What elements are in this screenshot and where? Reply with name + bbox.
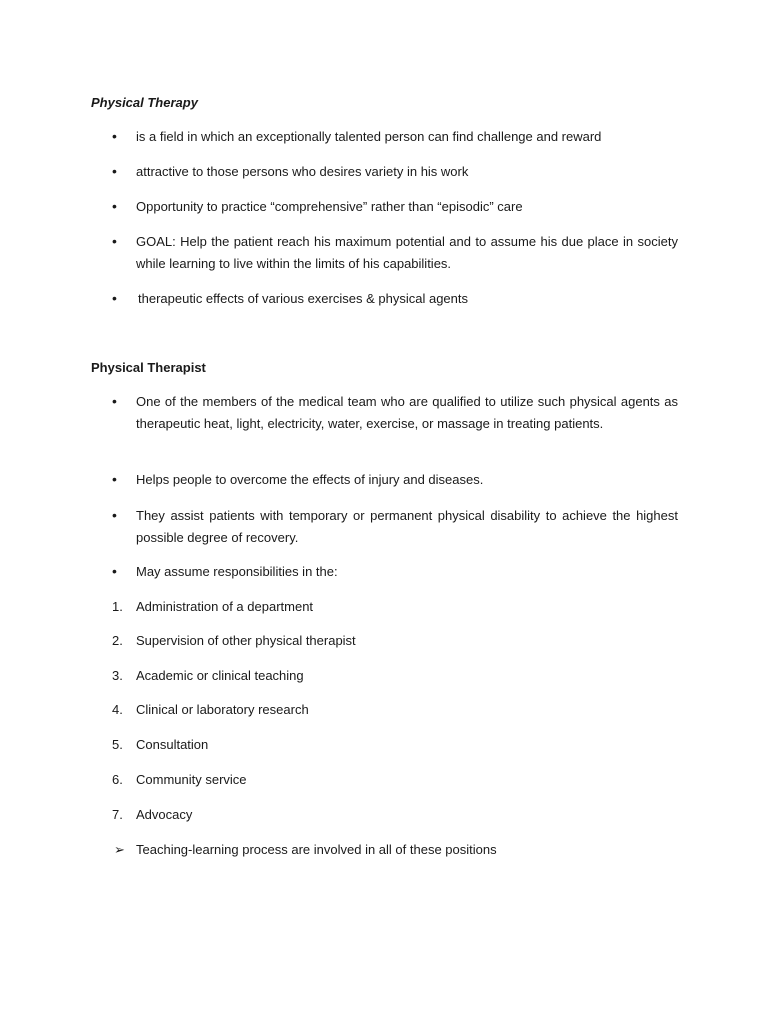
numbered-item bbox=[108, 804, 678, 826]
list-item bbox=[108, 196, 678, 218]
list-item-text: One of the members of the medical team who are qualified to utilize such physical agents as therapeutic heat, light, electricity, water, exercise, or massage in treating patients. bbox=[136, 394, 678, 431]
bullet-icon: • bbox=[112, 198, 117, 214]
bullet-icon: • bbox=[112, 233, 117, 249]
bullet-icon: • bbox=[112, 290, 117, 306]
list-item-text: May assume responsibilities in the: bbox=[136, 564, 338, 579]
numbered-item bbox=[108, 769, 678, 791]
list-number: 1. bbox=[112, 599, 123, 614]
list-number: 6. bbox=[112, 772, 123, 787]
numbered-item-text: Academic or clinical teaching bbox=[136, 668, 304, 683]
arrow-note bbox=[108, 839, 678, 861]
list-item bbox=[108, 231, 678, 274]
list-item-text: is a field in which an exceptionally talented person can find challenge and reward bbox=[136, 129, 602, 144]
list-item-text: Opportunity to practice “comprehensive” rather than “episodic” care bbox=[136, 199, 523, 214]
list-item bbox=[108, 505, 678, 548]
list-number: 2. bbox=[112, 633, 123, 648]
list-item bbox=[108, 161, 678, 183]
list-item-text: They assist patients with temporary or permanent physical disability to achieve the highest possible degree of recovery. bbox=[136, 508, 678, 545]
bullet-icon: • bbox=[112, 393, 117, 409]
numbered-item bbox=[108, 630, 678, 652]
numbered-item-text: Consultation bbox=[136, 737, 209, 752]
list-item bbox=[108, 126, 678, 148]
section-heading-physical-therapy: Physical Therapy bbox=[91, 95, 198, 110]
bullet-icon: • bbox=[112, 128, 117, 144]
numbered-item bbox=[108, 734, 678, 756]
list-number: 3. bbox=[112, 668, 123, 683]
numbered-item bbox=[108, 596, 678, 618]
numbered-item-text: Clinical or laboratory research bbox=[136, 702, 309, 717]
arrow-note-text: Teaching-learning process are involved in all of these positions bbox=[136, 842, 497, 857]
numbered-item-text: Advocacy bbox=[136, 807, 193, 822]
bullet-icon: • bbox=[112, 163, 117, 179]
list-item-text: GOAL: Help the patient reach his maximum potential and to assume his due place in society while learning to live within the limits of his capabilities. bbox=[136, 234, 678, 271]
list-item bbox=[108, 288, 678, 310]
numbered-item bbox=[108, 665, 678, 687]
bullet-icon: • bbox=[112, 471, 117, 487]
list-number: 5. bbox=[112, 737, 123, 752]
list-number: 4. bbox=[112, 702, 123, 717]
numbered-item-text: Community service bbox=[136, 772, 247, 787]
arrow-bullet-icon: ➢ bbox=[114, 842, 125, 857]
list-item bbox=[108, 391, 678, 434]
bullet-icon: • bbox=[112, 563, 117, 579]
list-item-text: attractive to those persons who desires variety in his work bbox=[136, 164, 469, 179]
list-item bbox=[108, 469, 678, 491]
list-item-text: Helps people to overcome the effects of injury and diseases. bbox=[136, 472, 484, 487]
list-item bbox=[108, 561, 678, 583]
numbered-item-text: Administration of a department bbox=[136, 599, 314, 614]
section-heading-physical-therapist: Physical Therapist bbox=[91, 360, 206, 375]
bullet-icon: • bbox=[112, 507, 117, 523]
list-item-text: therapeutic effects of various exercises & physical agents bbox=[138, 291, 468, 306]
numbered-item bbox=[108, 699, 678, 721]
numbered-item-text: Supervision of other physical therapist bbox=[136, 633, 356, 648]
list-number: 7. bbox=[112, 807, 123, 822]
